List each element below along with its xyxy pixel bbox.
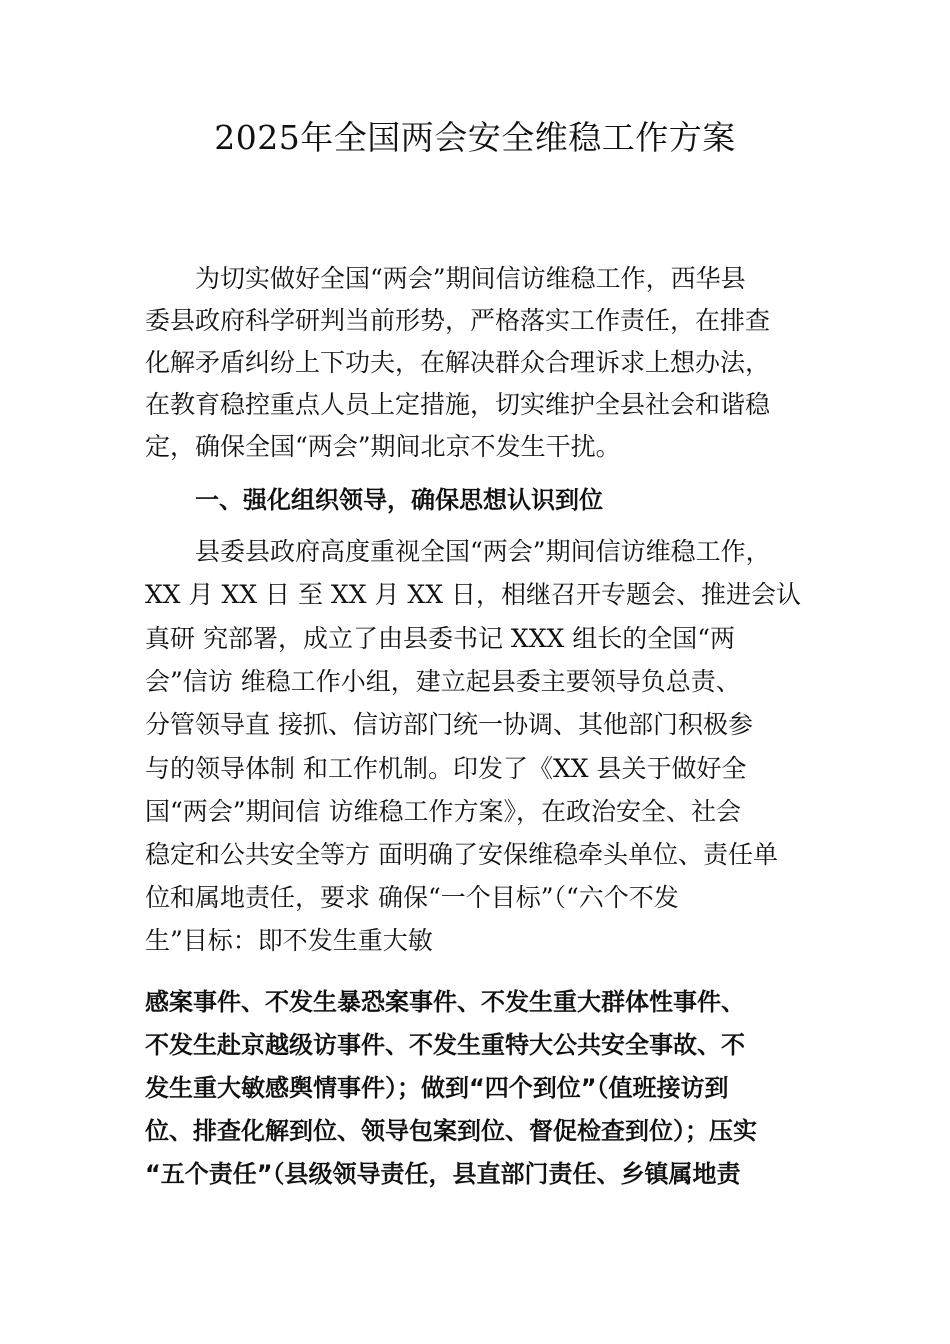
section1-line-6: 与的领导体制 和工作机制。印发了《XX 县关于做好全 [145,754,747,783]
intro-line-4: 在教育稳控重点人员上定措施，切实维护全县社会和谐稳 [145,390,771,419]
document-title: 2025年全国两会安全维稳工作方案 [214,118,736,157]
section1-line-8: 稳定和公共安全等方 面明确了安保维稳牵头单位、责任单 [145,840,778,869]
section1-line-1: 县委县政府高度重视全国“两会”期间信访维稳工作， [195,537,771,566]
intro-line-2: 委县政府科学研判当前形势，严格落实工作责任，在排查 [145,306,771,335]
intro-line-3: 化解矛盾纠纷上下功夫，在解决群众合理诉求上想办法， [145,348,771,377]
bold-line-3: 发生重大敏感舆情事件）；做到“四个到位”（值班接访到 [145,1074,729,1102]
section1-line-4: 会”信访 维稳工作小组，建立起县委主要领导负总责、 [145,667,741,696]
section1-line-7: 国“两会”期间信 访维稳工作方案》，在政治安全、社会 [145,797,742,826]
section1-line-5: 分管领导直 接抓、信访部门统一协调、其他部门积极参 [145,710,753,739]
section-heading-1: 一、强化组织领导，确保思想认识到位 [195,486,603,514]
section1-line-3: 真研 究部署，成立了由县委书记 XXX 组长的全国“两 [145,624,736,653]
intro-line-1: 为切实做好全国“两会”期间信访维稳工作，西华县 [195,264,746,293]
bold-line-2: 不发生赴京越级访事件、不发生重特大公共安全事故、不 [145,1031,745,1059]
intro-line-5: 定，确保全国“两会”期间北京不发生干扰。 [145,432,621,461]
section1-line-9: 位和属地责任，要求 确保“一个目标”（“六个不发 [145,883,679,912]
bold-line-1: 感案事件、不发生暴恐案事件、不发生重大群体性事件、 [145,988,745,1016]
section1-line-2: XX 月 XX 日 至 XX 月 XX 日，相继召开专题会、推进会认 [145,580,801,609]
section1-line-10: 生”目标：即不发生重大敏 [145,926,433,955]
bold-line-4: 位、排查化解到位、领导包案到位、督促检查到位）；压实 [145,1117,757,1145]
bold-line-5: “五个责任”（县级领导责任，县直部门责任、乡镇属地责 [145,1160,741,1188]
